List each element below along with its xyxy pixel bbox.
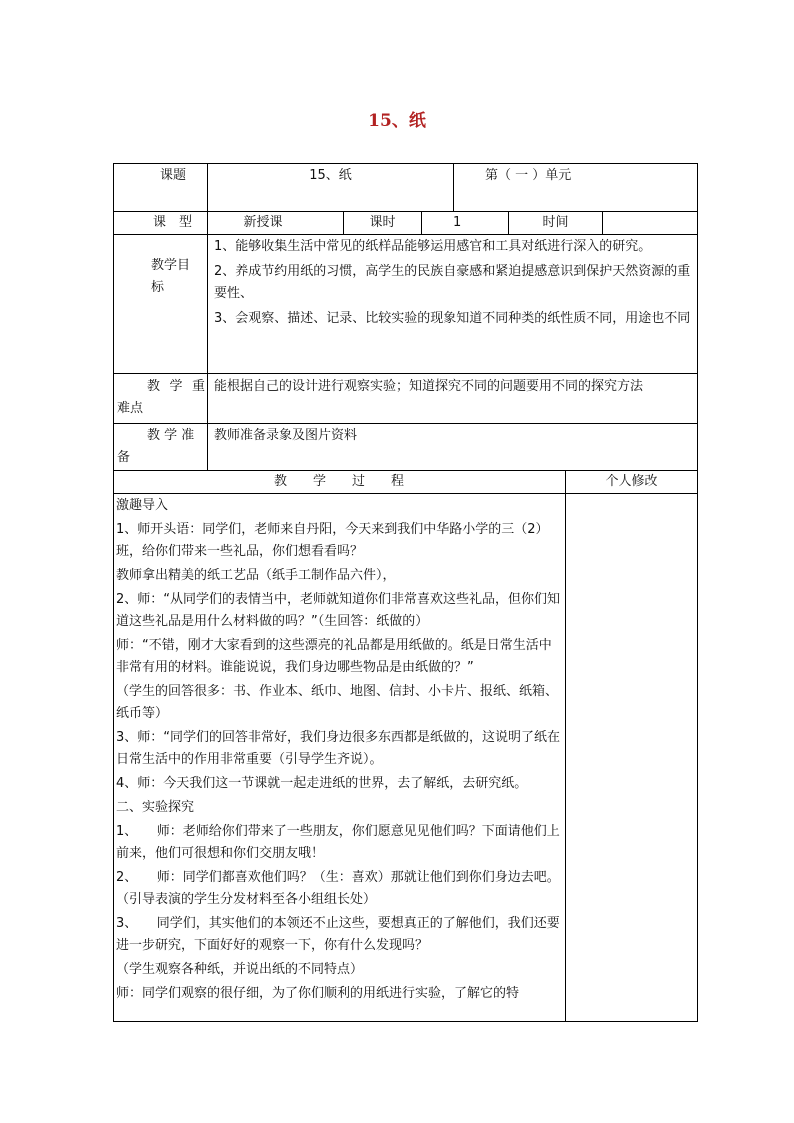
process-paragraph: 2、 师：同学们都喜欢他们吗？（生：喜欢）那就让他们到你们身边去吧。（引导表演的学生分发材料至各小组组长处）	[116, 870, 560, 907]
teaching-process	[116, 495, 563, 1007]
goal-item: 3、会观察、描述、记录、比较实验的现象知道不同种类的纸性质不同，用途也不同	[214, 311, 691, 326]
process-paragraph: 师：同学们观察的很仔细，为了你们顺利的用纸进行实验，了解它的特	[116, 986, 520, 1001]
goals-label: 教学目标	[151, 258, 191, 295]
process-paragraph: （学生观察各种纸，并说出纸的不同特点）	[116, 962, 364, 977]
column-divider	[602, 211, 603, 234]
topic-value: 15、纸	[309, 168, 352, 183]
modify-header: 个人修改	[605, 474, 658, 489]
key-points-label: 教 学 重 难点	[117, 379, 205, 416]
process-paragraph: 4、师：今天我们这一节课就一起走进纸的世界，去了解纸，去研究纸。	[116, 776, 528, 791]
column-divider	[453, 163, 454, 211]
process-paragraph: 教师拿出精美的纸工艺品（纸手工制作品六件），	[116, 568, 396, 583]
row-divider	[113, 234, 698, 235]
process-paragraph: 激趣导入	[116, 498, 169, 513]
preparation-value: 教师准备录象及图片资料	[214, 428, 358, 443]
table-border-top	[113, 163, 698, 164]
table-border-bottom	[113, 1021, 698, 1022]
time-label: 时间	[542, 215, 569, 230]
process-paragraph: 二、实验探究	[116, 800, 195, 815]
process-paragraph: 1、师开头语：同学们，老师来自丹阳，今天来到我们中华路小学的三（2）班，给你们带来一些礼品，你们想看看吗？	[116, 522, 549, 559]
type-value: 新授课	[243, 215, 283, 230]
process-header: 教 学 过 程	[273, 474, 404, 489]
process-paragraph: 3、 同学们，其实他们的本领还不止这些，要想真正的了解他们，我们还要进一步研究，下面好好的观察一下，你有什么发现吗？	[116, 916, 560, 953]
column-divider	[207, 163, 208, 470]
unit-label: 第（ 一 ）单元	[485, 168, 572, 183]
column-divider	[565, 470, 566, 1022]
process-paragraph: 3、师：“同学们的回答非常好，我们身边很多东西都是纸做的，这说明了纸在日常生活中的作用非常重要（引导学生齐说）。	[116, 730, 561, 767]
preparation-label: 教 学 准 备	[117, 428, 195, 465]
lesson-plan-table	[113, 163, 698, 1022]
table-border-left	[113, 163, 114, 1022]
process-paragraph: 2、师：“从同学们的表情当中，老师就知道你们非常喜欢这些礼品，但你们知道这些礼品是用什么材料做的吗？”（生回答：纸做的）	[116, 592, 561, 629]
page-title: 15、纸	[368, 111, 426, 131]
goals-list	[214, 236, 693, 332]
goal-item: 1、能够收集生活中常见的纸样品能够运用感官和工具对纸进行深入的研究。	[214, 239, 652, 254]
process-paragraph: （学生的回答很多：书、作业本、纸巾、地图、信封、小卡片、报纸、纸箱、纸币等）	[116, 684, 559, 721]
key-points-value: 能根据自己的设计进行观察实验；知道探究不同的问题要用不同的探究方法	[214, 379, 644, 394]
process-paragraph: 师：“不错，刚才大家看到的这些漂亮的礼品都是用纸做的。纸是日常生活中非常有用的材料。谁能说说，我们身边哪些物品是由纸做的？”	[116, 638, 552, 675]
hours-value: 1	[453, 215, 462, 230]
row-divider	[113, 373, 698, 374]
row-divider	[113, 493, 698, 494]
type-label: 课 型	[153, 215, 193, 230]
topic-label: 课题	[159, 168, 186, 183]
row-divider	[113, 423, 698, 424]
hours-label: 课时	[369, 215, 396, 230]
process-paragraph: 1、 师：老师给你们带来了一些朋友，你们愿意见见他们吗？下面请他们上前来，他们可很想和你们交朋友哦！	[116, 824, 560, 861]
column-divider	[421, 211, 422, 234]
goal-item: 2、养成节约用纸的习惯，高学生的民族自豪感和紧迫提感意识到保护天然资源的重要性、	[214, 264, 691, 301]
table-border-right	[697, 163, 698, 1022]
